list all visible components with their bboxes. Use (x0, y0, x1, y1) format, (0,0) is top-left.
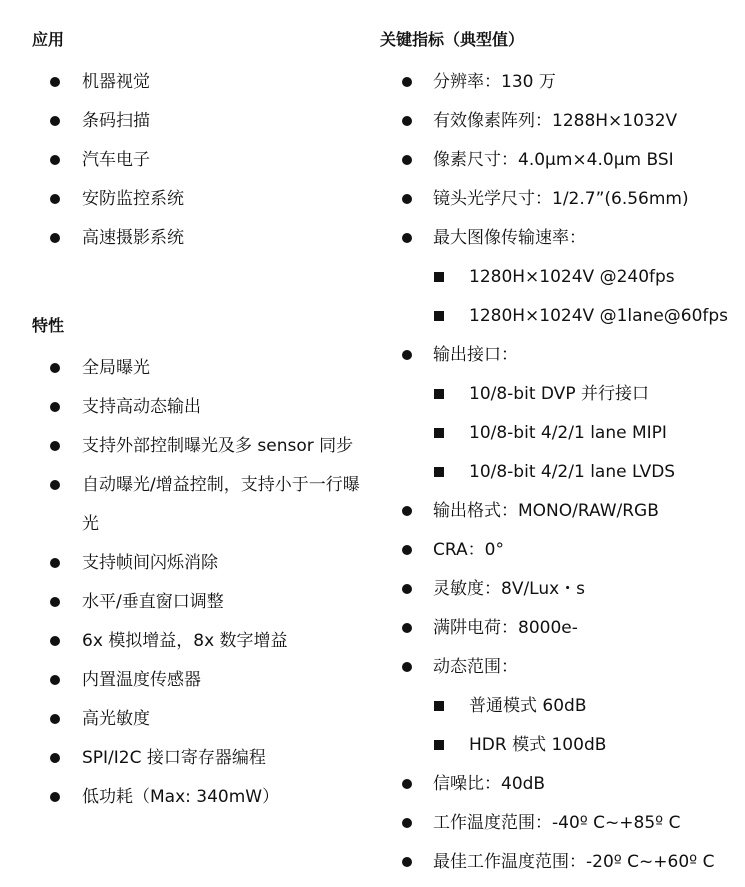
list-item: 支持高动态输出 (0, 388, 380, 427)
list-item: 输出格式：MONO/RAW/RGB (380, 492, 745, 531)
list-item: 动态范围： (380, 648, 745, 687)
bullet-icon (50, 155, 60, 165)
key-specs-list (380, 63, 745, 882)
list-item: 安防监控系统 (0, 180, 380, 219)
list-item: 水平/垂直窗口调整 (0, 583, 380, 622)
bullet-icon (402, 818, 412, 828)
sub-list-item: 10/8-bit DVP 并行接口 (380, 375, 745, 414)
list-item: 像素尺寸：4.0µm×4.0µm BSI (380, 141, 745, 180)
list-item: 最佳工作温度范围：-20º C~+60º C (380, 843, 745, 882)
bullet-icon (402, 155, 412, 165)
list-item: CRA：0° (380, 531, 745, 570)
square-bullet-icon (434, 467, 444, 477)
bullet-icon (50, 233, 60, 243)
bullet-icon (402, 584, 412, 594)
sub-list-item: 1280H×1024V @1lane@60fps (380, 297, 745, 336)
list-item: 有效像素阵列：1288H×1032V (380, 102, 745, 141)
applications-heading: 应用 (32, 30, 65, 49)
bullet-icon (50, 480, 60, 490)
key-specs-heading: 关键指标（典型值） (380, 30, 525, 49)
list-item: 低功耗（Max: 340mW） (0, 778, 380, 817)
list-item: 自动曝光/增益控制，支持小于一行曝光 (0, 466, 380, 544)
bullet-icon (50, 558, 60, 568)
bullet-icon (50, 402, 60, 412)
bullet-icon (402, 194, 412, 204)
list-item: 镜头光学尺寸：1/2.7”(6.56mm) (380, 180, 745, 219)
bullet-icon (50, 77, 60, 87)
sub-list-item: 1280H×1024V @240fps (380, 258, 745, 297)
bullet-icon (50, 597, 60, 607)
sub-list-item: HDR 模式 100dB (380, 726, 745, 765)
bullet-icon (402, 545, 412, 555)
sub-list-item: 10/8-bit 4/2/1 lane MIPI (380, 414, 745, 453)
bullet-icon (402, 350, 412, 360)
list-item: 机器视觉 (0, 63, 380, 102)
bullet-icon (402, 857, 412, 867)
list-item: 信噪比：40dB (380, 765, 745, 804)
bullet-icon (402, 233, 412, 243)
bullet-icon (402, 116, 412, 126)
sub-list-item: 普通模式 60dB (380, 687, 745, 726)
list-item: 灵敏度：8V/Lux・s (380, 570, 745, 609)
square-bullet-icon (434, 272, 444, 282)
bullet-icon (50, 714, 60, 724)
square-bullet-icon (434, 311, 444, 321)
list-item: 汽车电子 (0, 141, 380, 180)
list-item: 支持帧间闪烁消除 (0, 544, 380, 583)
square-bullet-icon (434, 740, 444, 750)
features-list (0, 349, 380, 817)
bullet-icon (50, 675, 60, 685)
bullet-icon (402, 506, 412, 516)
bullet-icon (402, 662, 412, 672)
applications-list (0, 63, 380, 258)
list-item: 支持外部控制曝光及多 sensor 同步 (0, 427, 380, 466)
bullet-icon (50, 753, 60, 763)
bullet-icon (402, 77, 412, 87)
list-item: 工作温度范围：-40º C~+85º C (380, 804, 745, 843)
list-item: 最大图像传输速率： (380, 219, 745, 258)
square-bullet-icon (434, 701, 444, 711)
bullet-icon (50, 792, 60, 802)
bullet-icon (50, 636, 60, 646)
list-item: 条码扫描 (0, 102, 380, 141)
bullet-icon (50, 194, 60, 204)
bullet-icon (50, 363, 60, 373)
list-item: SPI/I2C 接口寄存器编程 (0, 739, 380, 778)
list-item: 内置温度传感器 (0, 661, 380, 700)
list-item: 输出接口： (380, 336, 745, 375)
square-bullet-icon (434, 428, 444, 438)
list-item: 分辨率：130 万 (380, 63, 745, 102)
list-item: 6x 模拟增益，8x 数字增益 (0, 622, 380, 661)
square-bullet-icon (434, 389, 444, 399)
bullet-icon (402, 779, 412, 789)
list-item: 满阱电荷：8000e- (380, 609, 745, 648)
bullet-icon (50, 441, 60, 451)
list-item: 高速摄影系统 (0, 219, 380, 258)
bullet-icon (402, 623, 412, 633)
features-heading: 特性 (32, 316, 65, 335)
list-item: 全局曝光 (0, 349, 380, 388)
list-item: 高光敏度 (0, 700, 380, 739)
sub-list-item: 10/8-bit 4/2/1 lane LVDS (380, 453, 745, 492)
bullet-icon (50, 116, 60, 126)
